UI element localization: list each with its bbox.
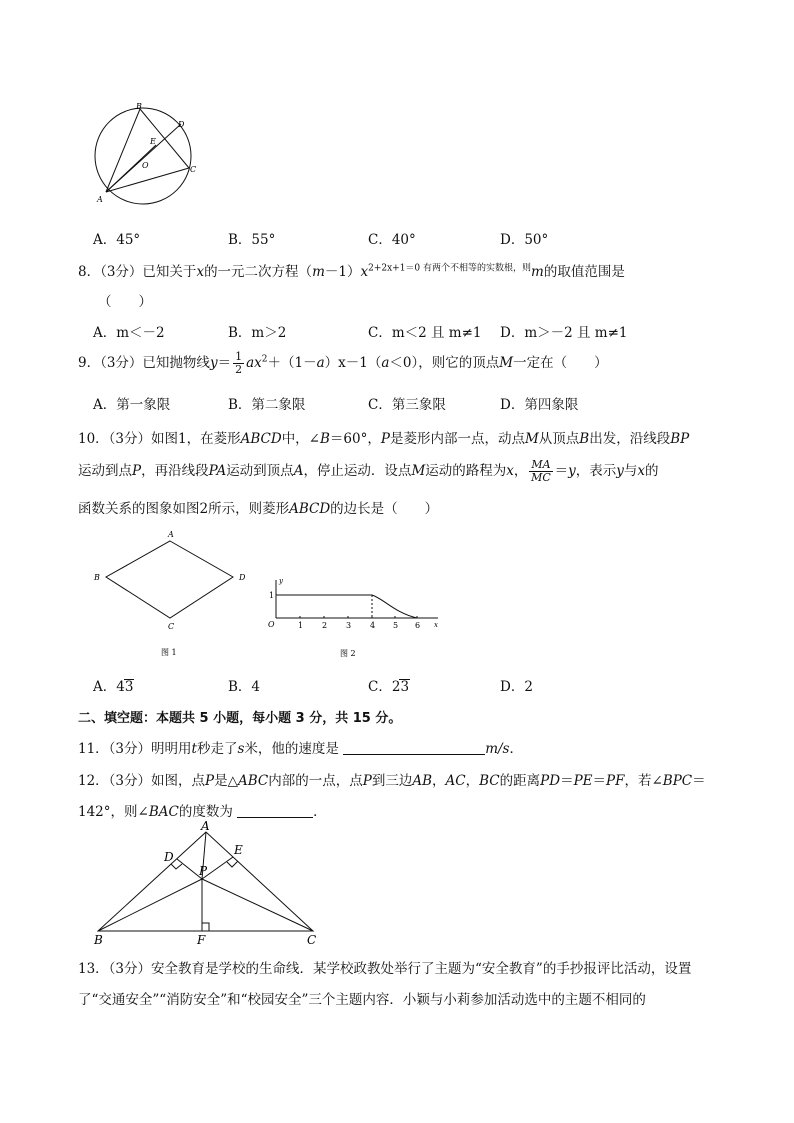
section-heading: 二、填空题：本题共 5 小题，每小题 3 分，共 15 分。 <box>78 711 402 726</box>
graph-decline <box>372 595 417 618</box>
q9-option-d: D．第四象限 <box>500 397 579 413</box>
segment-pb <box>98 879 202 931</box>
q9-stem: 9．（3分）已知抛物线y＝ $\frac{1}{2}$ $ax^2+(1-a)x-1(a<0)$，则它的顶点M一定在（ ） <box>78 350 608 376</box>
q9-option-b: B．第二象限 <box>228 397 306 413</box>
q10-line-1: 10．（3分）如图1，在菱形ABCD中，∠B＝60°，P是菱形内部一点，动点M从顶点B出发，沿线段BP <box>78 431 690 447</box>
q10-fraction: $\frac{MA}{MC}$ <box>531 458 551 484</box>
triangle-figure <box>88 820 328 950</box>
x-tick-1: 1 <box>298 621 304 630</box>
rhombus-figure <box>88 525 258 665</box>
chord-bc <box>140 109 189 168</box>
label-d: D <box>178 120 185 129</box>
x-tick-5: 5 <box>393 621 399 630</box>
fig1-caption: 图 1 <box>161 648 177 657</box>
q10-option-c: C．23 <box>368 679 410 695</box>
label-d: D <box>239 573 246 582</box>
circle-figure <box>88 100 208 210</box>
q7-option-b: B．55° <box>228 232 276 248</box>
label-e: E <box>150 137 156 146</box>
x-tick-3: 3 <box>346 621 352 630</box>
q13-line-1: 13．（3分）安全教育是学校的生命线．某学校政教处举行了主题为“安全教育”的手抄报评比活动，设置 <box>78 961 692 977</box>
y-tick-1: 1 <box>269 591 275 600</box>
label-d: D <box>164 850 174 864</box>
right-angle-d <box>171 864 182 869</box>
label-c: C <box>168 622 175 631</box>
label-b: B <box>136 102 142 111</box>
q7-option-d: D．50° <box>500 232 549 248</box>
label-c: C <box>307 933 317 947</box>
q8-option-a: A．m＜－2 <box>93 325 165 341</box>
q7-option-a: A．45° <box>93 232 141 248</box>
label-o: O <box>142 161 149 170</box>
label-e: E <box>234 843 243 857</box>
q12-line-2: 142°，则∠BAC的度数为 ． <box>78 804 327 820</box>
q7-option-c: C．40° <box>368 232 416 248</box>
q12-line-1: 12．（3分）如图，点P是△ABC内部的一点，点P到三边AB，AC，BC的距离PD＝PE＝PF，若∠BPC＝ <box>78 773 706 789</box>
x-axis-label: x <box>434 621 438 629</box>
label-a: A <box>97 195 103 204</box>
q9-fraction: $\frac{1}{2}$ <box>235 350 243 376</box>
x-tick-4: 4 <box>370 621 376 630</box>
q8-option-d: D．m＞－2 且 m≠1 <box>500 325 628 341</box>
q13-line-2: 了“交通安全”“消防安全”和“校园安全”三个主题内容．小颖与小莉参加活动选中的主题不相同的 <box>78 992 646 1008</box>
q8-stem: 8．（3分）已知关于x的一元二次方程$(m-1)x^{2+2x+1=0 有两个不相等的实数根,则}m$的取值范围是 <box>78 263 625 280</box>
q10-option-b: B．4 <box>228 679 261 695</box>
q10-option-d: D．2 <box>500 679 533 695</box>
q11-stem: 11．（3分）明明用t秒走了s米，他的速度是 m/s． <box>78 741 523 757</box>
segment-pc <box>202 879 313 931</box>
right-angle-e <box>227 861 238 867</box>
label-c: C <box>190 165 197 174</box>
function-graph <box>262 575 447 667</box>
y-axis-label: y <box>279 577 283 585</box>
q10-option-a: A．43 <box>93 679 134 695</box>
chord-ab <box>106 109 140 192</box>
q12-answer-blank[interactable] <box>237 817 313 818</box>
label-b: B <box>94 573 100 582</box>
q8-paren: （ ） <box>98 294 152 310</box>
label-p: P <box>199 864 208 878</box>
x-tick-2: 2 <box>322 621 328 630</box>
fig2-caption: 图 2 <box>340 649 356 658</box>
label-a: A <box>168 530 174 539</box>
q8-option-c: C．m＜2 且 m≠1 <box>368 325 482 341</box>
q9-option-c: C．第三象限 <box>368 397 446 413</box>
x-tick-6: 6 <box>415 621 421 630</box>
q10-line-3: 函数关系的图象如图2所示，则菱形ABCD的边长是（ ） <box>78 501 439 517</box>
right-angle-f <box>202 923 209 931</box>
circle-o <box>95 108 191 204</box>
label-f: F <box>197 933 206 947</box>
label-a: A <box>201 820 210 833</box>
q10-line-2: 运动到点P，再沿线段PA运动到顶点A，停止运动．设点M运动的路程为x， $\frac{MA}{MC}$ ＝y，表示y与x的 <box>78 458 659 484</box>
label-b: B <box>94 933 103 947</box>
rhombus-abcd <box>106 541 233 618</box>
q9-option-a: A．第一象限 <box>93 397 171 413</box>
q11-answer-blank[interactable] <box>343 754 485 755</box>
origin-label: O <box>268 620 275 629</box>
q8-option-b: B．m＞2 <box>228 325 287 341</box>
